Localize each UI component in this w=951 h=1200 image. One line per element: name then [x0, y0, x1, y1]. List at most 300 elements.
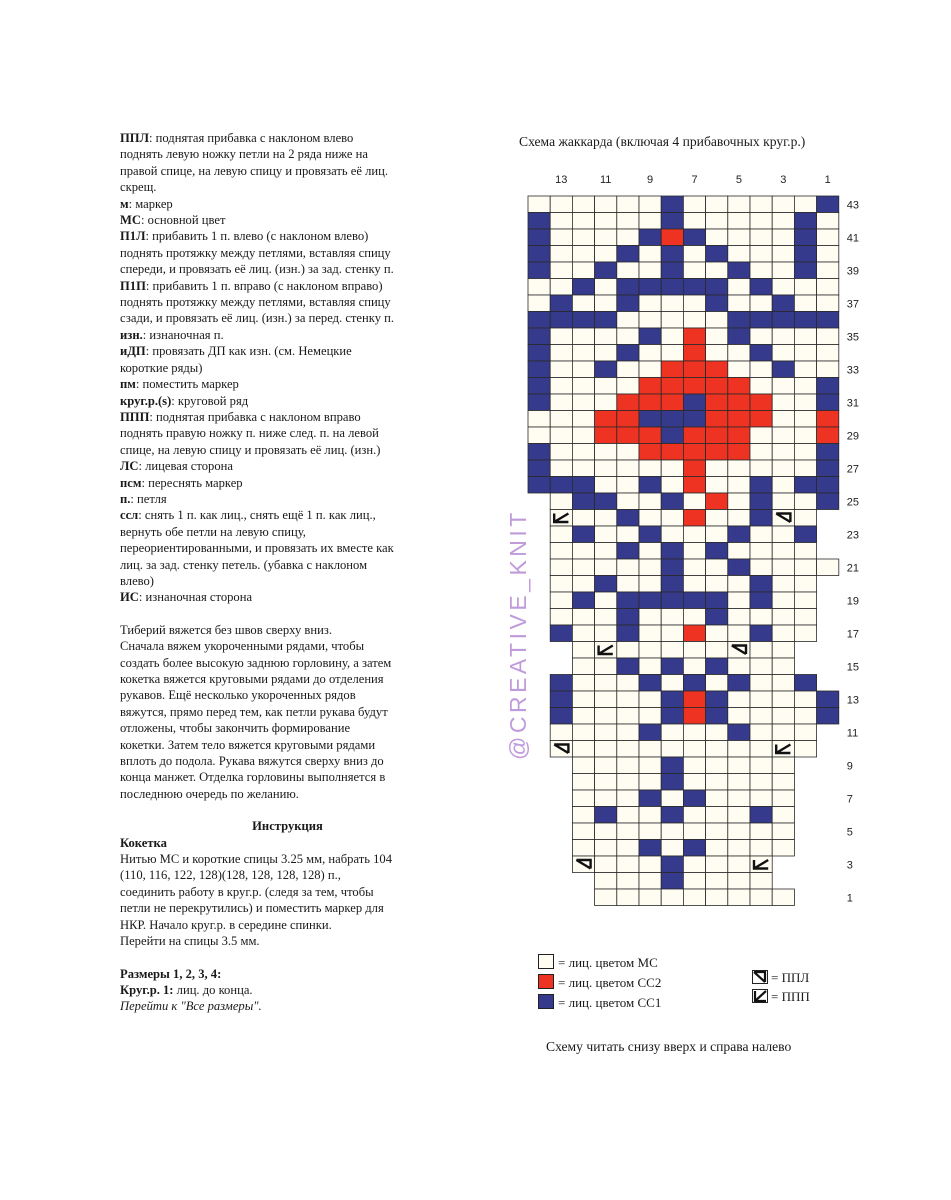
- chart-cell: [572, 279, 594, 296]
- chart-cell: [572, 493, 594, 510]
- yoke-heading: Кокетка: [120, 835, 167, 850]
- chart-cell: [750, 741, 772, 758]
- chart-cell: [683, 856, 705, 873]
- intro-line: отложены, чтобы закончить формирование: [120, 721, 351, 736]
- chart-cell: [595, 790, 617, 807]
- chart-cell: [661, 708, 683, 725]
- chart-cell: [661, 741, 683, 758]
- chart-cell: [639, 708, 661, 725]
- definition-line: [120, 442, 455, 458]
- chart-cell: [639, 658, 661, 675]
- definition-line: [120, 310, 455, 326]
- chart-cell: [728, 460, 750, 477]
- chart-cell: [617, 295, 639, 312]
- chart-cell: [728, 361, 750, 378]
- chart-cell: [528, 460, 550, 477]
- chart-cell: [595, 279, 617, 296]
- chart-cell: [706, 807, 728, 824]
- chart-cell: [661, 642, 683, 659]
- chart-cell: [706, 774, 728, 791]
- chart-cell: [750, 328, 772, 345]
- chart-cell: [595, 378, 617, 395]
- chart-cell: [572, 427, 594, 444]
- chart-cell: [528, 295, 550, 312]
- chart-cell: [528, 262, 550, 279]
- chart-cell: [639, 213, 661, 230]
- definition-text: : снять 1 п. как лиц., снять ещё 1 п. как лиц.,: [138, 508, 376, 523]
- chart-cell: [772, 295, 794, 312]
- chart-cell: [683, 609, 705, 626]
- chart-cell: [572, 229, 594, 246]
- chart-cell: [706, 378, 728, 395]
- chart-cell: [750, 312, 772, 329]
- legend-ppp-label: = ППП: [771, 989, 810, 1004]
- chart-cell: [750, 757, 772, 774]
- chart-cell: [661, 279, 683, 296]
- chart-cell: [528, 411, 550, 428]
- chart-cell: [550, 246, 572, 263]
- chart-cell: [572, 295, 594, 312]
- definition-term: п.: [120, 491, 131, 506]
- chart-cell: [706, 642, 728, 659]
- chart-cell: [794, 229, 816, 246]
- row-number: 33: [846, 364, 860, 377]
- chart-cell: [683, 229, 705, 246]
- chart-cell: [572, 361, 594, 378]
- chart-cell: [706, 328, 728, 345]
- instructions-column: [120, 130, 455, 1015]
- chart-cell: [639, 262, 661, 279]
- chart-cell: [617, 477, 639, 494]
- chart-cell: [750, 625, 772, 642]
- chart-cell: [617, 378, 639, 395]
- row-number: 1: [846, 892, 853, 905]
- chart-cell: [706, 229, 728, 246]
- definition-text: : поместить маркер: [135, 377, 239, 392]
- column-number: 11: [599, 174, 612, 186]
- round-label: Круг.р. 1:: [120, 982, 174, 997]
- chart-cell: [661, 889, 683, 906]
- chart-cell: [661, 460, 683, 477]
- chart-cell: [617, 196, 639, 213]
- row-number: 17: [846, 628, 860, 641]
- chart-cell: [750, 213, 772, 230]
- chart-cell: [706, 708, 728, 725]
- chart-cell: [661, 774, 683, 791]
- chart-cell: [683, 312, 705, 329]
- definition-term: ссл: [120, 508, 139, 523]
- chart-cell: [639, 774, 661, 791]
- chart-cell: [617, 691, 639, 708]
- chart-cell: [728, 196, 750, 213]
- chart-cell: [639, 328, 661, 345]
- definition-text: поднять протяжку между петлями, вставляя спицу: [120, 295, 391, 310]
- chart-cell: [617, 823, 639, 840]
- chart-cell: [750, 724, 772, 741]
- chart-cell: [595, 873, 617, 890]
- chart-cell: [728, 295, 750, 312]
- chart-cell: [706, 691, 728, 708]
- chart-cell: [572, 559, 594, 576]
- definition-text: : маркер: [128, 196, 173, 211]
- chart-cell: [639, 609, 661, 626]
- intro-line: вяжутся, прямо перед тем, как петли рукава будут: [120, 704, 388, 719]
- row-number: 29: [846, 430, 860, 443]
- chart-cell: [572, 394, 594, 411]
- chart-cell: [728, 477, 750, 494]
- chart-cell: [817, 345, 839, 362]
- chart-cell: [750, 691, 772, 708]
- chart-cell: [750, 295, 772, 312]
- chart-cell: [794, 559, 816, 576]
- chart-cell: [639, 460, 661, 477]
- definition-text: : петля: [130, 491, 167, 506]
- chart-cell: [617, 708, 639, 725]
- chart-cell: [617, 807, 639, 824]
- chart-cell: [817, 262, 839, 279]
- chart-cell: [528, 394, 550, 411]
- definition-line: [120, 360, 455, 376]
- chart-cell: [817, 378, 839, 395]
- chart-cell: [794, 262, 816, 279]
- chart-cell: [528, 444, 550, 461]
- chart-cell: [617, 543, 639, 560]
- chart-cell: [661, 510, 683, 527]
- definition-term: м: [120, 196, 129, 211]
- chart-cell: [772, 312, 794, 329]
- chart-cell: [528, 279, 550, 296]
- chart-cell: [661, 295, 683, 312]
- chart-cell: [750, 361, 772, 378]
- goto-all-sizes: Перейти к "Все размеры".: [120, 999, 262, 1014]
- mc-swatch: [538, 954, 554, 969]
- chart-cell: [728, 856, 750, 873]
- chart-cell: [528, 378, 550, 395]
- chart-cell: [772, 757, 794, 774]
- chart-cell: [595, 658, 617, 675]
- chart-cell: [817, 493, 839, 510]
- chart-cell: [706, 592, 728, 609]
- chart-cell: [750, 675, 772, 692]
- chart-cell: [728, 279, 750, 296]
- column-number: 1: [824, 174, 831, 186]
- chart-cell: [728, 741, 750, 758]
- definition-text: правой спице, на левую спицу и провязать её лиц.: [120, 163, 389, 178]
- ppp-symbol-icon: [752, 989, 768, 1003]
- definition-line: [120, 261, 455, 277]
- definition-text: спице, на левую спицу и провязать её лиц. (изн.): [120, 442, 381, 457]
- chart-cell: [617, 345, 639, 362]
- chart-cell: [728, 724, 750, 741]
- chart-cell: [572, 741, 594, 758]
- yoke-instructions: [120, 851, 455, 949]
- intro-line: конца манжет. Отделка горловины выполняется в: [120, 770, 386, 785]
- chart-cell: [772, 328, 794, 345]
- chart-cell: [639, 312, 661, 329]
- chart-cell: [728, 807, 750, 824]
- chart-cell: [550, 675, 572, 692]
- definition-line: [120, 393, 455, 409]
- chart-cell: [661, 361, 683, 378]
- definition-term: изн.: [120, 327, 143, 342]
- chart-cell: [639, 642, 661, 659]
- chart-cell: [750, 510, 772, 527]
- chart-cell: [595, 246, 617, 263]
- chart-cell: [639, 889, 661, 906]
- chart-cell: [683, 378, 705, 395]
- chart-cell: [772, 427, 794, 444]
- chart-cell: [595, 807, 617, 824]
- chart-cell: [550, 328, 572, 345]
- chart-cell: [617, 444, 639, 461]
- intro-line: рукавов. Ещё несколько укороченных рядов: [120, 688, 356, 703]
- chart-cell: [617, 790, 639, 807]
- chart-cell: [794, 427, 816, 444]
- chart-cell: [661, 724, 683, 741]
- chart-cell: [661, 757, 683, 774]
- definition-term: ППП: [120, 409, 150, 424]
- chart-cell: [595, 427, 617, 444]
- chart-cell: [528, 213, 550, 230]
- chart-cell: [728, 543, 750, 560]
- chart-cell: [661, 493, 683, 510]
- chart-cell: [750, 196, 772, 213]
- row-number: 39: [846, 265, 860, 278]
- chart-cell: [550, 576, 572, 593]
- chart-cell: [706, 493, 728, 510]
- chart-cell: [772, 774, 794, 791]
- chart-cell: [706, 394, 728, 411]
- chart-cell: [661, 196, 683, 213]
- chart-cell: [572, 757, 594, 774]
- chart-cell: [572, 460, 594, 477]
- chart-cell: [550, 394, 572, 411]
- chart-cell: [728, 592, 750, 609]
- chart-cell: [639, 675, 661, 692]
- chart-cell: [639, 543, 661, 560]
- definition-text: : переснять маркер: [141, 475, 243, 490]
- chart-cell: [572, 246, 594, 263]
- chart-cell: [706, 510, 728, 527]
- chart-cell: [683, 411, 705, 428]
- chart-cell: [728, 658, 750, 675]
- chart-cell: [706, 609, 728, 626]
- chart-cell: [639, 840, 661, 857]
- chart-cell: [683, 493, 705, 510]
- chart-cell: [750, 543, 772, 560]
- chart-cell: [794, 378, 816, 395]
- intro-line: Тиберий вяжется без швов сверху вниз.: [120, 622, 332, 637]
- intro-line: создать более высокую заднюю горловину, а затем: [120, 655, 392, 670]
- chart-cell: [639, 295, 661, 312]
- chart-cell: [772, 262, 794, 279]
- chart-cell: [794, 543, 816, 560]
- chart-cell: [550, 477, 572, 494]
- chart-cell: [683, 526, 705, 543]
- chart-cell: [639, 229, 661, 246]
- chart-cell: [817, 229, 839, 246]
- chart-cell: [595, 394, 617, 411]
- chart-cell: [595, 229, 617, 246]
- chart-cell: [683, 889, 705, 906]
- chart-cell: [750, 526, 772, 543]
- chart-cell: [550, 345, 572, 362]
- chart-cell: [817, 708, 839, 725]
- chart-cell: [728, 576, 750, 593]
- chart-cell: [639, 378, 661, 395]
- chart-cell: [528, 312, 550, 329]
- intro-line: вплоть до подола. Рукава вяжутся сверху вниз до: [120, 754, 384, 769]
- chart-cell: [661, 559, 683, 576]
- chart-cell: [728, 345, 750, 362]
- chart-cell: [817, 328, 839, 345]
- chart-cell: [572, 724, 594, 741]
- chart-cell: [661, 609, 683, 626]
- chart-cell: [639, 345, 661, 362]
- chart-cell: [572, 823, 594, 840]
- chart-cell: [661, 823, 683, 840]
- chart-cell: [550, 444, 572, 461]
- chart-cell: [794, 625, 816, 642]
- chart-cell: [772, 493, 794, 510]
- chart-cell: [595, 510, 617, 527]
- chart-cell: [794, 394, 816, 411]
- chart-cell: [772, 691, 794, 708]
- definition-line: [120, 540, 455, 556]
- chart-cell: [528, 196, 550, 213]
- definition-line: [120, 475, 455, 491]
- definition-line: [120, 245, 455, 261]
- chart-cell: [572, 807, 594, 824]
- chart-cell: [772, 279, 794, 296]
- chart-cell: [572, 691, 594, 708]
- chart-cell: [683, 510, 705, 527]
- chart-cell: [683, 213, 705, 230]
- definition-line: [120, 146, 455, 162]
- chart-cell: [550, 427, 572, 444]
- chart-cell: [595, 345, 617, 362]
- chart-cell: [639, 510, 661, 527]
- definition-term: ИС: [120, 590, 139, 605]
- chart-cell: [772, 658, 794, 675]
- row-number: 13: [846, 694, 860, 707]
- chart-cell: [683, 774, 705, 791]
- chart-cell: [794, 724, 816, 741]
- definition-term: псм: [120, 475, 142, 490]
- definition-text: спереди, и провязать её лиц. (изн.) за зад. стенку п.: [120, 262, 394, 277]
- chart-cell: [661, 526, 683, 543]
- chart-cell: [550, 559, 572, 576]
- chart-cell: [706, 675, 728, 692]
- cc1-swatch: [538, 994, 554, 1009]
- definition-term: иДП: [120, 344, 146, 359]
- chart-cell: [683, 823, 705, 840]
- chart-cell: [728, 378, 750, 395]
- chart-cell: [728, 213, 750, 230]
- chart-cell: [572, 526, 594, 543]
- chart-cell: [595, 328, 617, 345]
- chart-cell: [528, 246, 550, 263]
- chart-cell: [617, 394, 639, 411]
- chart-cell: [772, 675, 794, 692]
- chart-cell: [794, 460, 816, 477]
- chart-cell: [794, 295, 816, 312]
- chart-cell: [595, 477, 617, 494]
- instruction-line: соединить работу в круг.р. (следя за тем, чтобы: [120, 884, 374, 899]
- chart-cell: [617, 856, 639, 873]
- chart-cell: [528, 361, 550, 378]
- legend-cc2-label: = лиц. цветом СС2: [558, 975, 662, 990]
- jacquard-chart: [500, 165, 880, 935]
- chart-cell: [617, 510, 639, 527]
- chart-cell: [772, 889, 794, 906]
- chart-cell: [661, 790, 683, 807]
- chart-cell: [750, 411, 772, 428]
- chart-cell: [661, 592, 683, 609]
- chart-cell: [595, 196, 617, 213]
- chart-cell: [706, 889, 728, 906]
- chart-cell: [639, 279, 661, 296]
- chart-cell: [706, 823, 728, 840]
- chart-cell: [794, 213, 816, 230]
- chart-cell: [794, 592, 816, 609]
- definition-text: скрещ.: [120, 180, 157, 195]
- chart-cell: [550, 460, 572, 477]
- chart-cell: [706, 526, 728, 543]
- chart-cell: [572, 790, 594, 807]
- chart-cell: [639, 444, 661, 461]
- chart-cell: [572, 378, 594, 395]
- chart-cell: [661, 856, 683, 873]
- chart-cell: [794, 609, 816, 626]
- chart-cell: [706, 873, 728, 890]
- chart-cell: [661, 658, 683, 675]
- chart-cell: [661, 543, 683, 560]
- chart-cell: [528, 229, 550, 246]
- column-number: 7: [691, 174, 698, 186]
- chart-cell: [772, 559, 794, 576]
- chart-cell: [661, 625, 683, 642]
- chart-cell: [750, 345, 772, 362]
- chart-cell: [661, 675, 683, 692]
- chart-cell: [572, 196, 594, 213]
- chart-cell: [661, 840, 683, 857]
- chart-cell: [750, 873, 772, 890]
- chart-cell: [595, 625, 617, 642]
- definition-text: : изнаночная п.: [142, 327, 224, 342]
- legend-cc1: [538, 994, 661, 1011]
- chart-cell: [817, 460, 839, 477]
- chart-cell: [750, 427, 772, 444]
- chart-cell: [728, 840, 750, 857]
- chart-cell: [750, 279, 772, 296]
- instruction-line: Нитью МС и короткие спицы 3.25 мм, набрать 104: [120, 852, 393, 867]
- chart-cell: [661, 229, 683, 246]
- chart-cell: [661, 411, 683, 428]
- chart-cell: [639, 592, 661, 609]
- chart-cell: [772, 378, 794, 395]
- chart-cell: [617, 840, 639, 857]
- chart-cell: [706, 724, 728, 741]
- definition-line: [120, 294, 455, 310]
- definition-term: пм: [120, 377, 136, 392]
- chart-cell: [728, 526, 750, 543]
- definition-term: ЛС: [120, 459, 139, 474]
- chart-cell: [595, 295, 617, 312]
- round-text: лиц. до конца.: [173, 982, 253, 997]
- chart-cell: [728, 675, 750, 692]
- chart-cell: [617, 757, 639, 774]
